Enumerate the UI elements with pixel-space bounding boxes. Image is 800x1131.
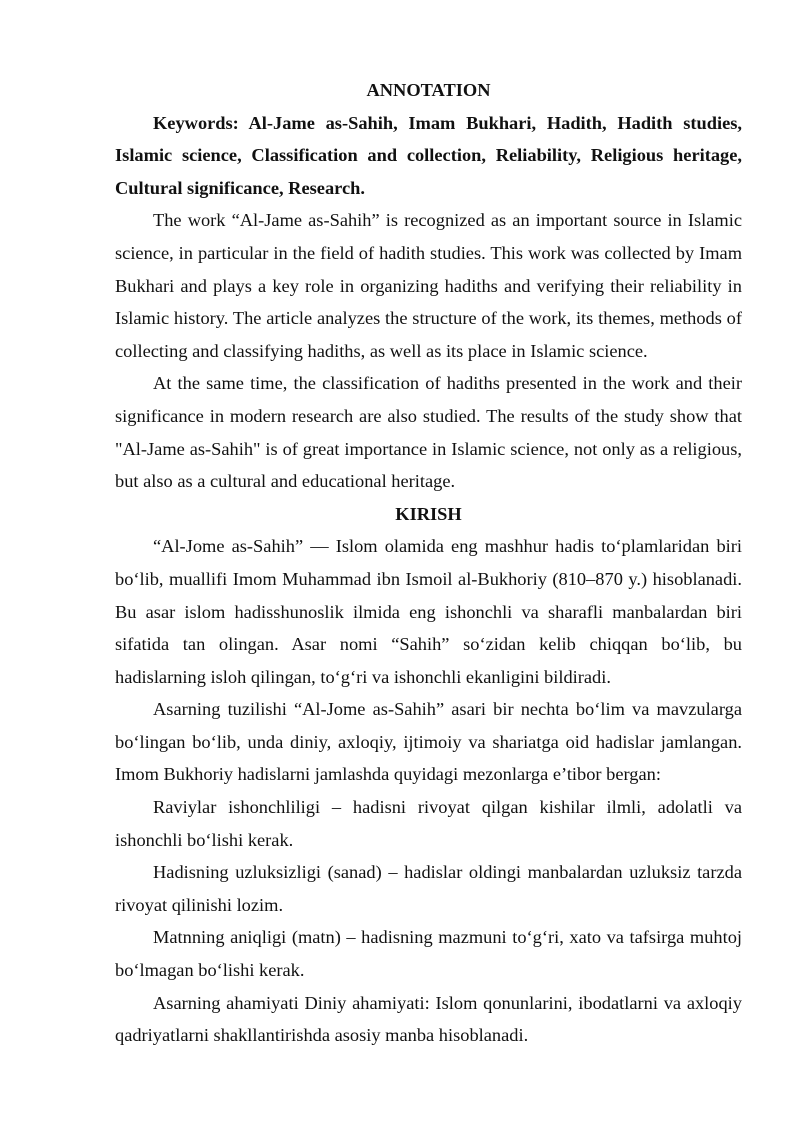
significance-paragraph: Asarning ahamiyati Diniy ahamiyati: Islom qonunlarini, ibodatlarni va axloqiy qadriyatlarni shakllantirishda asosiy manba hisoblanadi. (115, 992, 742, 1046)
annotation-heading: ANNOTATION (366, 80, 491, 100)
annotation-paragraph: At the same time, the classification of hadiths presented in the work and their significance in modern research are also studied. The results of the study show that "Al-Jame as-Sahih" is of great importance in Islamic science, not only as a religious, but also as a cultural and educational heritage. (115, 373, 742, 492)
kirish-paragraph: “Al-Jome as-Sahih” — Islom olamida eng mashhur hadis to‘plamlaridan biri bo‘lib, muallifi Imom Muhammad ibn Ismoil al-Bukhoriy (810–870 y.) hisoblanadi. Bu asar islom hadisshunoslik ilmida eng ishonchli va sharafli manbalardan biri sifatida tan olingan. Asar nomi “Sahih” so‘zidan kelib chiqqan bo‘lib, bu hadislarning isloh qilingan, to‘g‘ri va ishonchli ekanligini bildiradi. (115, 536, 742, 687)
criterion-paragraph: Raviylar ishonchliligi – hadisni rivoyat qilgan kishilar ilmli, adolatli va ishonchli bo‘lishi kerak. (115, 797, 742, 850)
kirish-paragraph: Asarning tuzilishi “Al-Jome as-Sahih” asari bir nechta bo‘lim va mavzularga bo‘lingan bo‘lib, unda diniy, axloqiy, ijtimoiy va shariatga oid hadislar jamlangan. Imom Bukhoriy hadislarni jamlashda quyidagi mezonlarga e’tibor bergan: (115, 699, 742, 785)
document-page (115, 74, 742, 1052)
annotation-paragraph: The work “Al-Jame as-Sahih” is recognized as an important source in Islamic science, in particular in the field of hadith studies. This work was collected by Imam Bukhari and plays a key role in organizing hadiths and verifying their reliability in Islamic history. The article analyzes the structure of the work, its themes, methods of collecting and classifying hadiths, as well as its place in Islamic science. (115, 210, 742, 361)
criterion-paragraph: Hadisning uzluksizligi (sanad) – hadislar oldingi manbalardan uzluksiz tarzda rivoyat qilinishi lozim. (115, 862, 742, 915)
criterion-paragraph: Matnning aniqligi (matn) – hadisning mazmuni to‘g‘ri, xato va tafsirga muhtoj bo‘lmagan bo‘lishi kerak. (115, 927, 742, 981)
keywords-paragraph: Keywords: Al-Jame as-Sahih, Imam Bukhari, Hadith, Hadith studies, Islamic science, Classification and collection, Reliability, Religious heritage, Cultural significance, Research. (115, 112, 742, 198)
kirish-heading: KIRISH (395, 503, 462, 524)
